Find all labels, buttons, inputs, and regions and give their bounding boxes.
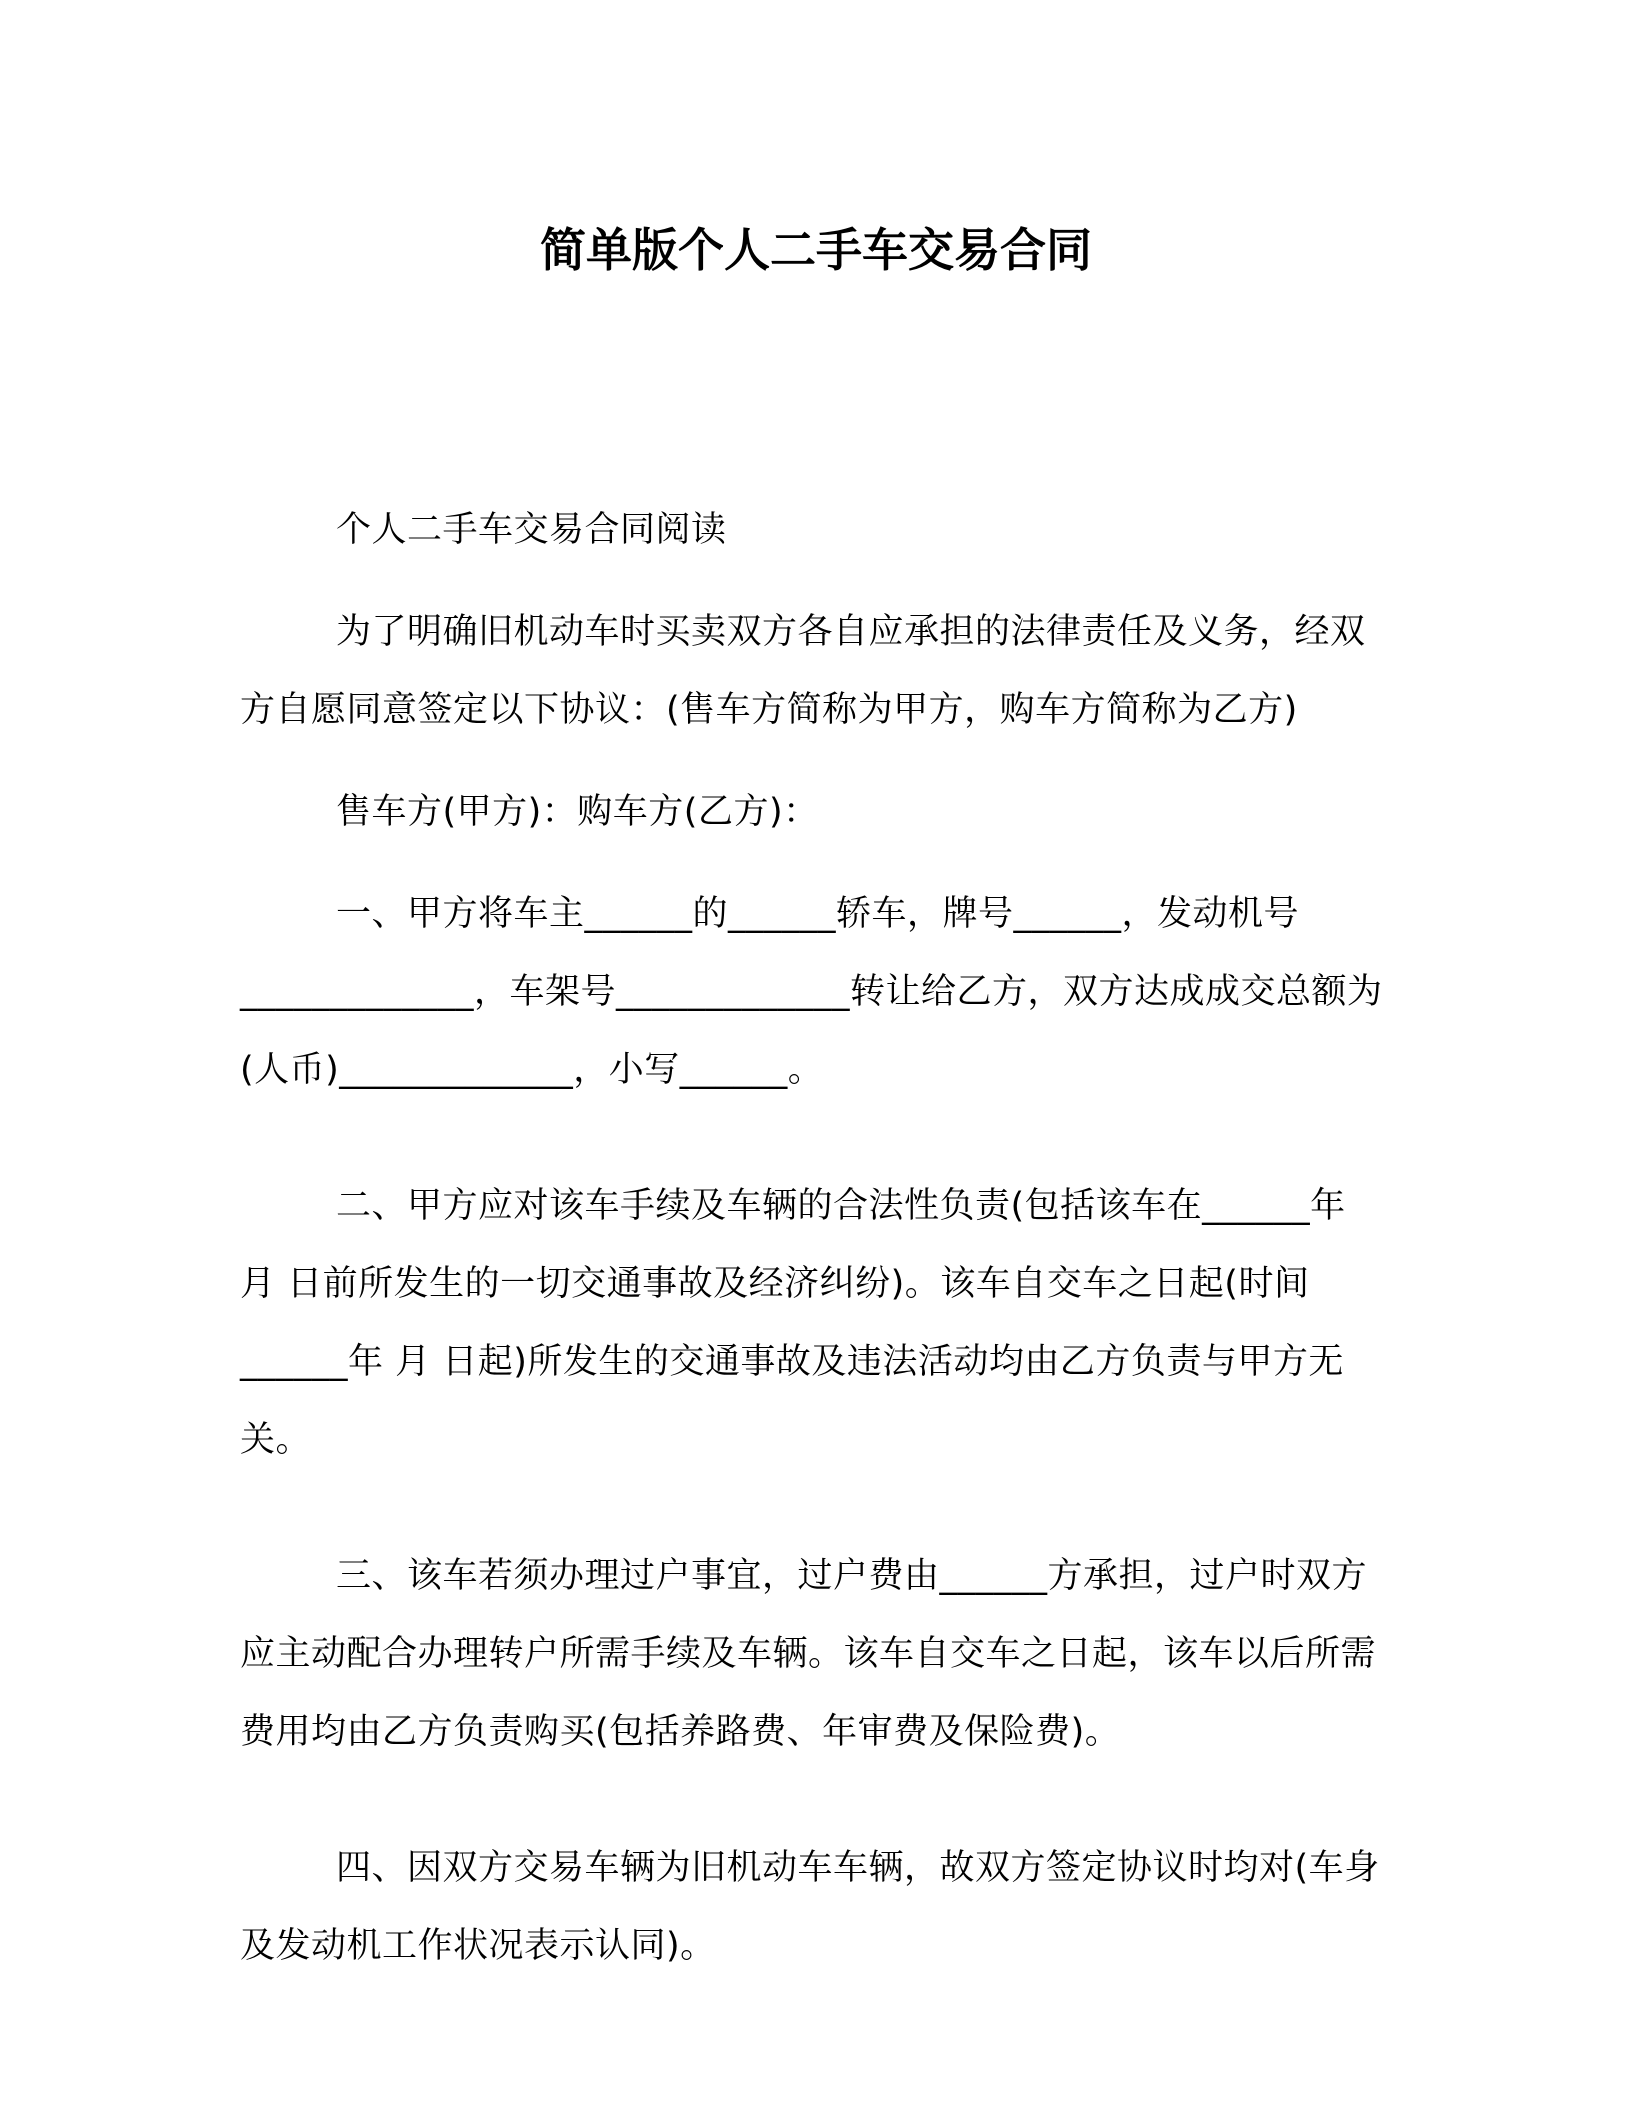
paragraph-intro: 为了明确旧机动车时买卖双方各自应承担的法律责任及义务，经双方自愿同意签定以下协议：(售车方简称为甲方，购车方简称为乙方) <box>240 612 1366 730</box>
clause-1: 一、甲方将车主______的______轿车，牌号______，发动机号_____________，车架号_____________转让给乙方，双方达成成交总额为(人币)_____________，小写______。 <box>240 894 1383 1090</box>
paragraph-parties: 售车方(甲方)：购车方(乙方)： <box>336 792 819 832</box>
section-heading: 个人二手车交易合同阅读 <box>336 510 727 550</box>
clause-3: 三、该车若须办理过户事宜，过户费由______方承担，过户时双方应主动配合办理转户所需手续及车辆。该车自交车之日起，该车以后所需费用均由乙方负责购买(包括养路费、年审费及保险费)。 <box>240 1556 1377 1752</box>
clause-4: 四、因双方交易车辆为旧机动车车辆，故双方签定协议时均对(车身及发动机工作状况表示认同)。 <box>240 1848 1380 1966</box>
document-title: 简单版个人二手车交易合同 <box>540 223 1092 277</box>
document-body <box>240 491 1390 1985</box>
clause-2: 二、甲方应对该车手续及车辆的合法性负责(包括该车在______年 月 日前所发生的一切交通事故及经济纠纷)。该车自交车之日起(时间______年 月 日起)所发生的交通事故及违法活动均由乙方负责与甲方无关。 <box>240 1186 1346 1460</box>
